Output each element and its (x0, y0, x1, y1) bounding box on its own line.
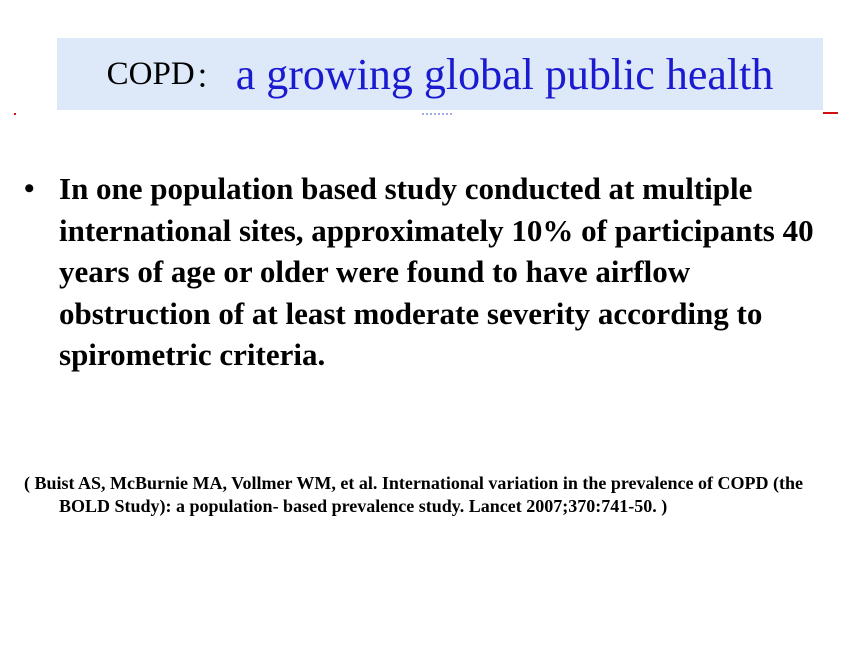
decorative-marker-left (14, 113, 16, 115)
bullet-dot-icon: • (24, 172, 35, 205)
title-separator: ： (194, 59, 228, 96)
decorative-marker-right (823, 112, 838, 114)
slide-title: a growing global public health (235, 49, 774, 99)
title-prefix: COPD (106, 55, 195, 92)
slide-title-box (57, 38, 823, 110)
decorative-marker-mid (422, 109, 452, 115)
bullet-item (24, 168, 814, 376)
bullet-text: In one population based study conducted at multiple international sites, approximately 10% of participants 40 years of age or older were found to have airflow obstruction of at least moderate severity according to spirometric criteria. (59, 171, 814, 372)
citation-text: ( Buist AS, McBurnie MA, Vollmer WM, et al. International variation in the prevalence of COPD (the BOLD Study): a population- based prevalence study. Lancet 2007;370:741-50. ) (24, 473, 803, 516)
